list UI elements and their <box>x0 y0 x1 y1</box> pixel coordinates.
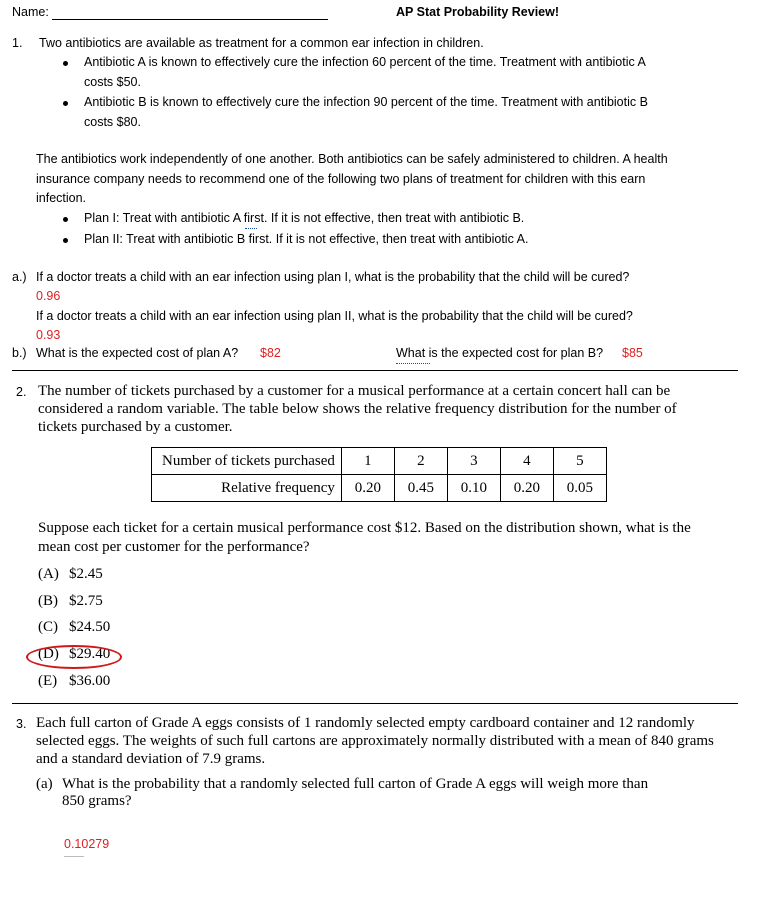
q1-intro: Two antibiotics are available as treatment for a common ear infection in children. <box>39 36 484 50</box>
q1-part-a-label: a.) <box>12 270 27 284</box>
q1-part-b-question-1: What is the expected cost of plan A? <box>36 346 239 360</box>
table-cell: 4 <box>500 448 553 475</box>
q1-bullet-line: costs $50. <box>84 75 141 89</box>
q1-part-b-answer-1: $82 <box>260 346 281 360</box>
name-underline <box>52 19 328 20</box>
q1-bullet-line: costs $80. <box>84 115 141 129</box>
choice-letter: (B) <box>38 593 58 609</box>
answer-circle-icon <box>26 645 122 669</box>
q2-text-line: considered a random variable. The table below shows the relative frequency distribution for the number of <box>38 401 677 417</box>
choice-letter: (D) <box>38 646 59 662</box>
answer-underline <box>64 856 84 857</box>
table-cell: 5 <box>553 448 606 475</box>
table-cell: 0.45 <box>394 475 447 502</box>
spellcheck-underline <box>396 360 430 364</box>
q3-part-a-line: What is the probability that a randomly selected full carton of Grade A eggs will weigh more than <box>62 776 649 792</box>
q1-bullet-line: Antibiotic A is known to effectively cure the infection 60 percent of the time. Treatment with antibiotic A <box>84 55 646 69</box>
choice-value: $2.75 <box>69 593 103 609</box>
choice-letter: (A) <box>38 566 59 582</box>
q1-paragraph-line: The antibiotics work independently of one another. Both antibiotics can be safely administered to children. A health <box>36 152 668 166</box>
table-row <box>152 448 607 475</box>
table-cell: 0.10 <box>447 475 500 502</box>
bullet-icon <box>63 61 68 66</box>
q3-part-a-label: (a) <box>36 776 53 792</box>
name-label: Name: <box>12 5 49 19</box>
q1-plan-1: Plan I: Treat with antibiotic A first. If it is not effective, then treat with antibiotic B. <box>84 211 525 225</box>
q1-part-b-question-2: What is the expected cost for plan B? <box>396 346 604 360</box>
q1-plan-2: Plan II: Treat with antibiotic B first. If it is not effective, then treat with antibiotic A. <box>84 232 529 246</box>
q1-bullet-line: Antibiotic B is known to effectively cure the infection 90 percent of the time. Treatment with antibiotic B <box>84 95 648 109</box>
choice-value: $29.40 <box>69 646 111 662</box>
q1-paragraph-line: infection. <box>36 191 87 205</box>
q2-question-line: mean cost per customer for the performance? <box>38 539 310 555</box>
table-cell: 0.05 <box>553 475 606 502</box>
section-divider <box>12 703 738 704</box>
bullet-icon <box>63 238 68 243</box>
table-row-label: Number of tickets purchased <box>152 448 342 475</box>
choice-value: $24.50 <box>69 619 111 635</box>
section-divider <box>12 370 738 371</box>
q2-text-line: tickets purchased by a customer. <box>38 419 233 435</box>
q2-number: 2. <box>16 385 27 399</box>
q3-text-line: selected eggs. The weights of such full cartons are approximately normally distributed with a mean of 840 grams <box>36 733 714 749</box>
q1-part-b-answer-2: $85 <box>622 346 643 360</box>
q2-text-line: The number of tickets purchased by a customer for a musical performance at a certain concert hall can be <box>38 383 671 399</box>
table-row <box>152 475 607 502</box>
q1-part-a-question-1: If a doctor treats a child with an ear infection using plan I, what is the probability that the child will be cured? <box>36 270 630 284</box>
q3-number: 3. <box>16 717 27 731</box>
q2-question-line: Suppose each ticket for a certain musical performance cost $12. Based on the distribution shown, what is the <box>38 520 691 536</box>
q3-part-a-line: 850 grams? <box>62 793 132 809</box>
q3-answer: 0.10279 <box>64 837 110 851</box>
choice-letter: (C) <box>38 619 58 635</box>
q3-text-line: and a standard deviation of 7.9 grams. <box>36 751 266 767</box>
q1-part-a-question-2: If a doctor treats a child with an ear infection using plan II, what is the probability that the child will be cured? <box>36 309 633 323</box>
spellcheck-underline <box>245 225 257 229</box>
page-title: AP Stat Probability Review! <box>396 5 560 19</box>
table-cell: 2 <box>394 448 447 475</box>
frequency-table <box>151 447 607 502</box>
q1-part-a-answer-2: 0.93 <box>36 328 61 342</box>
table-cell: 3 <box>447 448 500 475</box>
table-row-label: Relative frequency <box>152 475 342 502</box>
choice-value: $36.00 <box>69 673 111 689</box>
q1-part-b-label: b.) <box>12 346 27 360</box>
choice-letter: (E) <box>38 673 58 689</box>
bullet-icon <box>63 101 68 106</box>
q3-text-line: Each full carton of Grade A eggs consists of 1 randomly selected empty cardboard container and 12 randomly <box>36 715 695 731</box>
table-cell: 1 <box>341 448 394 475</box>
choice-value: $2.45 <box>69 566 103 582</box>
table-cell: 0.20 <box>341 475 394 502</box>
table-cell: 0.20 <box>500 475 553 502</box>
q1-number: 1. <box>12 36 23 50</box>
q1-paragraph-line: insurance company needs to recommend one of the following two plans of treatment for children with this earn <box>36 172 646 186</box>
q1-part-a-answer-1: 0.96 <box>36 289 61 303</box>
bullet-icon <box>63 217 68 222</box>
